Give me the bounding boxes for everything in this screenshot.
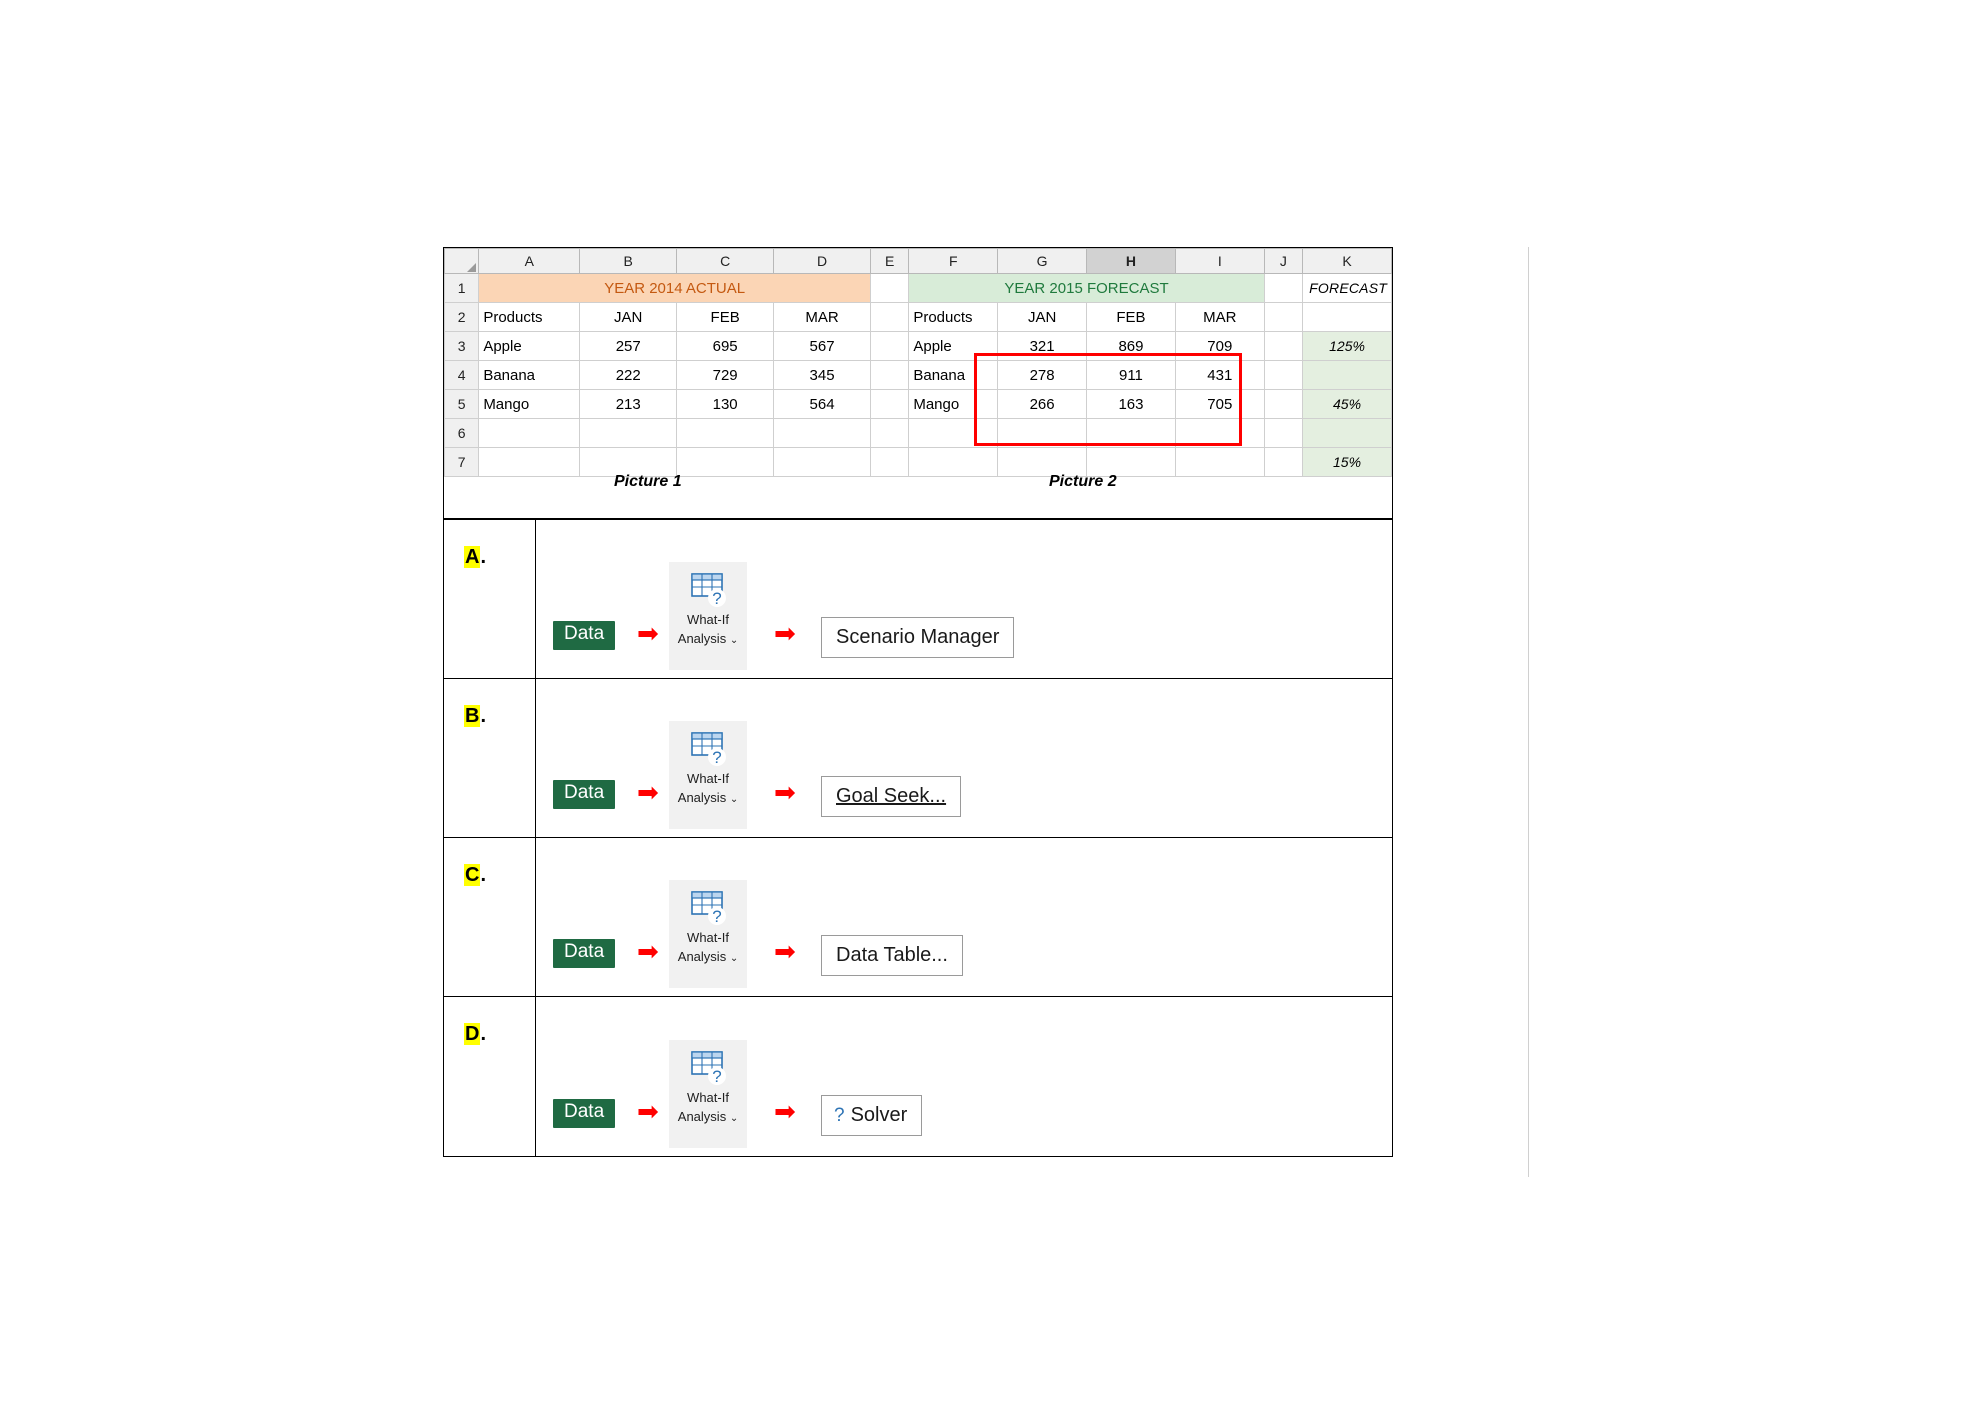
whatif-analysis-label-line2 (669, 1108, 747, 1127)
cell-a4[interactable]: Banana (479, 361, 580, 390)
arrow-icon: ➡ (637, 619, 659, 649)
chevron-down-icon[interactable]: ⌄ (729, 793, 739, 805)
column-header-e[interactable]: E (870, 249, 908, 274)
option-body-a (536, 520, 1392, 678)
cell-c5[interactable]: 130 (677, 390, 774, 419)
option-letter-d (464, 1023, 486, 1046)
chevron-down-icon[interactable]: ⌄ (729, 634, 739, 646)
cell-h5[interactable]: 163 (1087, 390, 1176, 419)
ribbon-tab-data-c[interactable]: Data (553, 939, 615, 968)
column-header-f[interactable]: F (909, 249, 998, 274)
row-header-6[interactable]: 6 (445, 419, 479, 448)
select-all-corner[interactable] (445, 249, 479, 274)
option-letter-c-suffix: . (480, 864, 487, 886)
column-header-k[interactable]: K (1303, 249, 1392, 274)
arrow-icon: ➡ (774, 778, 796, 808)
arrow-icon: ➡ (774, 937, 796, 967)
option-letter-c (464, 864, 486, 887)
svg-text:?: ? (712, 748, 722, 767)
row-header-2[interactable]: 2 (445, 303, 479, 332)
cell-g5[interactable]: 266 (998, 390, 1087, 419)
cell-k4-forecast-pct[interactable] (1303, 361, 1392, 390)
svg-text:?: ? (712, 907, 722, 926)
cell-j2[interactable] (1264, 303, 1302, 332)
cell-e1[interactable] (870, 274, 908, 303)
cell-k2[interactable] (1303, 303, 1392, 332)
table-row (445, 390, 1392, 419)
whatif-analysis-icon (688, 571, 728, 609)
whatif-analysis-label-line1: What-If (687, 1090, 729, 1105)
cell-e3[interactable] (870, 332, 908, 361)
cell-i2-mar[interactable]: MAR (1175, 303, 1264, 332)
row-header-4[interactable]: 4 (445, 361, 479, 390)
option-letter-b-suffix: . (480, 705, 487, 727)
whatif-analysis-label-line2-text: Analysis (677, 1108, 727, 1124)
whatif-analysis-label-line2-text: Analysis (677, 630, 727, 646)
arrow-icon: ➡ (774, 619, 796, 649)
arrow-icon: ➡ (774, 1097, 796, 1127)
cell-j3[interactable] (1264, 332, 1302, 361)
svg-text:?: ? (712, 1067, 722, 1086)
cell-c4[interactable]: 729 (677, 361, 774, 390)
cell-d5[interactable]: 564 (774, 390, 871, 419)
ribbon-tab-data-a[interactable]: Data (553, 621, 615, 650)
option-letter-a-suffix: . (480, 546, 487, 568)
cell-a5[interactable]: Mango (479, 390, 580, 419)
option-letter-cell-a (444, 520, 536, 678)
svg-text:?: ? (712, 589, 722, 608)
column-header-g[interactable]: G (998, 249, 1087, 274)
column-header-j[interactable]: J (1264, 249, 1302, 274)
whatif-analysis-icon (688, 889, 728, 927)
cell-f4[interactable]: Banana (909, 361, 998, 390)
whatif-analysis-label-line2-text: Analysis (677, 948, 727, 964)
corner-triangle-icon (467, 263, 476, 272)
cell-h2-feb[interactable]: FEB (1087, 303, 1176, 332)
picture-captions (443, 443, 1393, 518)
option-letter-a-text: A (465, 546, 480, 568)
page-divider (1528, 247, 1529, 1177)
whatif-analysis-button-c[interactable] (669, 880, 747, 988)
option-letter-d-suffix: . (480, 1023, 487, 1045)
whatif-analysis-label-line1: What-If (687, 771, 729, 786)
caption-picture-1: Picture 1 (614, 473, 682, 490)
option-letter-cell-c (444, 838, 536, 996)
ribbon-tab-data-d[interactable]: Data (553, 1099, 615, 1128)
whatif-analysis-label-line2-text: Analysis (677, 789, 727, 805)
cell-k7-forecast-pct[interactable]: 15% (1303, 448, 1392, 477)
option-letter-c-text: C (465, 864, 480, 886)
cell-e5[interactable] (870, 390, 908, 419)
chevron-down-icon[interactable]: ⌄ (729, 952, 739, 964)
column-header-a[interactable]: A (479, 249, 580, 274)
whatif-analysis-icon (688, 1049, 728, 1087)
cell-h3[interactable]: 869 (1087, 332, 1176, 361)
whatif-analysis-icon-svg (688, 889, 728, 927)
whatif-analysis-icon-svg (688, 730, 728, 768)
banner-year-2014: YEAR 2014 ACTUAL (479, 274, 871, 303)
option-row-d (444, 997, 1392, 1156)
option-letter-d-text: D (465, 1023, 480, 1045)
table-row (445, 274, 1392, 303)
option-row-a (444, 520, 1392, 679)
option-letter-cell-b (444, 679, 536, 837)
option-body-c (536, 838, 1392, 996)
row-header-3[interactable]: 3 (445, 332, 479, 361)
cell-j1[interactable] (1264, 274, 1302, 303)
cell-b5[interactable]: 213 (580, 390, 677, 419)
arrow-icon: ➡ (637, 937, 659, 967)
cell-b4[interactable]: 222 (580, 361, 677, 390)
menu-item-solver[interactable] (821, 1095, 922, 1136)
cell-f2-products[interactable]: Products (909, 303, 998, 332)
ribbon-tab-data-b[interactable]: Data (553, 780, 615, 809)
option-letter-b (464, 705, 486, 728)
option-body-b (536, 679, 1392, 837)
row-header-1[interactable]: 1 (445, 274, 479, 303)
column-header-row (445, 249, 1392, 274)
column-header-d[interactable]: D (774, 249, 871, 274)
option-letter-cell-d (444, 997, 536, 1156)
answer-options (443, 518, 1393, 1157)
column-header-i[interactable]: I (1175, 249, 1264, 274)
cell-g3[interactable]: 321 (998, 332, 1087, 361)
caption-picture-2: Picture 2 (1049, 473, 1117, 490)
whatif-analysis-icon-svg (688, 571, 728, 609)
table-row (445, 303, 1392, 332)
cell-d2-mar[interactable]: MAR (774, 303, 871, 332)
cell-i3[interactable]: 709 (1175, 332, 1264, 361)
cell-b2-jan[interactable]: JAN (580, 303, 677, 332)
option-letter-a (464, 546, 486, 569)
banner-year-2015: YEAR 2015 FORECAST (909, 274, 1264, 303)
column-header-h[interactable]: H (1087, 249, 1176, 274)
whatif-analysis-icon (688, 730, 728, 768)
table-row (445, 361, 1392, 390)
forecast-title: FORECAST (1303, 274, 1392, 303)
question-figure (443, 247, 1395, 1177)
row-header-5[interactable]: 5 (445, 390, 479, 419)
whatif-analysis-button-b[interactable] (669, 721, 747, 829)
whatif-analysis-button-a[interactable] (669, 562, 747, 670)
cell-d3[interactable]: 567 (774, 332, 871, 361)
cell-b3[interactable]: 257 (580, 332, 677, 361)
cell-g2-jan[interactable]: JAN (998, 303, 1087, 332)
menu-item-goal-seek[interactable] (821, 776, 961, 817)
chevron-down-icon[interactable]: ⌄ (729, 1112, 739, 1124)
arrow-icon: ➡ (637, 778, 659, 808)
cell-e2[interactable] (870, 303, 908, 332)
cell-j5[interactable] (1264, 390, 1302, 419)
cell-f3[interactable]: Apple (909, 332, 998, 361)
cell-h4[interactable]: 911 (1087, 361, 1176, 390)
option-letter-b-text: B (465, 705, 480, 727)
option-row-b (444, 679, 1392, 838)
menu-item-data-table[interactable]: Data Table... (821, 935, 963, 976)
row-header-7[interactable]: 7 (445, 448, 479, 477)
whatif-analysis-label-line1: What-If (687, 612, 729, 627)
option-row-c (444, 838, 1392, 997)
whatif-analysis-label-line2 (669, 948, 747, 967)
menu-item-scenario-manager[interactable]: Scenario Manager (821, 617, 1014, 658)
whatif-analysis-icon-svg (688, 1049, 728, 1087)
menu-item-solver-label: Solver (850, 1104, 908, 1126)
column-header-b[interactable]: B (580, 249, 677, 274)
cell-e4[interactable] (870, 361, 908, 390)
cell-f5[interactable]: Mango (909, 390, 998, 419)
cell-k5-forecast-pct[interactable]: 45% (1303, 390, 1392, 419)
cell-g4[interactable]: 278 (998, 361, 1087, 390)
table-row (445, 332, 1392, 361)
option-body-d (536, 997, 1392, 1156)
whatif-analysis-label-line2 (669, 630, 747, 649)
solver-icon: ? (834, 1105, 845, 1126)
cell-i4[interactable]: 431 (1175, 361, 1264, 390)
whatif-analysis-label-line2 (669, 789, 747, 808)
menu-item-goal-seek-label: Goal Seek... (836, 785, 947, 807)
cell-j4[interactable] (1264, 361, 1302, 390)
cell-k3-forecast-pct[interactable]: 125% (1303, 332, 1392, 361)
cell-c2-feb[interactable]: FEB (677, 303, 774, 332)
whatif-analysis-button-d[interactable] (669, 1040, 747, 1148)
cell-d4[interactable]: 345 (774, 361, 871, 390)
cell-a2-products[interactable]: Products (479, 303, 580, 332)
cell-c3[interactable]: 695 (677, 332, 774, 361)
column-header-c[interactable]: C (677, 249, 774, 274)
whatif-analysis-label-line1: What-If (687, 930, 729, 945)
arrow-icon: ➡ (637, 1097, 659, 1127)
cell-i5[interactable]: 705 (1175, 390, 1264, 419)
cell-a3[interactable]: Apple (479, 332, 580, 361)
